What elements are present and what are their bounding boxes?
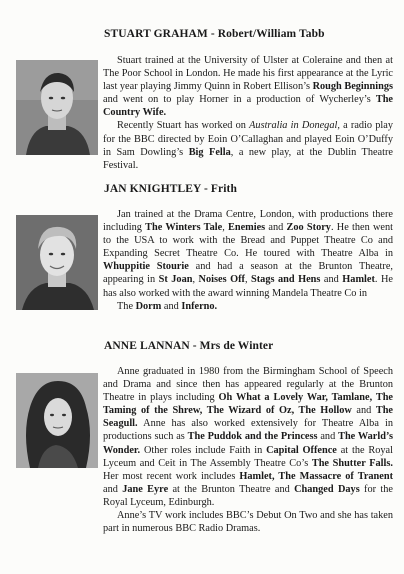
body-text: at the Brunton Theatre and — [168, 483, 295, 495]
title-text: Zoo Story — [286, 222, 331, 234]
title-text: Oh What a Lovely War, Tamlane, The Taming of the Shrew, The Wizard of Oz, The Hollow — [103, 392, 393, 417]
title-text: Inferno. — [181, 300, 218, 312]
body-text: and — [161, 300, 182, 312]
photo-jan-knightley — [16, 215, 98, 310]
title-text: The Winters Tale — [145, 222, 223, 234]
portrait-image — [16, 215, 98, 310]
title-text: Whuppitie Stourie — [103, 261, 189, 273]
body-text: Her most recent work includes — [103, 470, 240, 482]
body-text: , — [244, 274, 252, 286]
title-text: The Warld’s Wonder. — [103, 431, 393, 456]
body-text: a radio play for the BBC directed by Eoin O’Callaghan and played Eoin O’Duffy in Sam Dowling’s — [103, 120, 393, 158]
italic-text: Australia in Donegal, — [249, 120, 340, 132]
body-text: Recently Stuart has worked on — [117, 120, 250, 132]
body-text: . He has also worked with the award winning Mandela Theatre Co in — [103, 274, 393, 299]
title-text: Changed Days — [294, 483, 360, 495]
title-text: The Puddok and the Princess — [187, 431, 318, 443]
title-text: Capital Offence — [266, 444, 337, 456]
body-text: Other roles include Faith in — [140, 444, 267, 456]
bio-text-stuart-graham — [103, 54, 393, 172]
body-text: Anne has also worked extensively for Theatre Alba in productions such as — [103, 418, 393, 443]
body-text: . He then went to the USA to work with the Bread and Puppet Theatre Co and Expanding Secret Theatre Co. He toured with Theatre Alba in — [103, 222, 394, 260]
bio-paragraph — [103, 119, 393, 171]
body-text: and — [320, 274, 343, 286]
bio-heading-stuart-graham: STUART GRAHAM - Robert/William Tabb — [104, 28, 325, 40]
body-text: The — [117, 300, 136, 312]
title-text: Stags and Hens — [251, 274, 321, 286]
title-text: Enemies — [228, 222, 266, 234]
bio-text-jan-knightley — [103, 208, 393, 313]
body-text: Stuart trained at the University of Ulster at Coleraine and then at The Poor School in London. He made his first appearance at the Lyric last year playing Jimmy Quinn in Robert Ellison’s — [103, 55, 393, 93]
title-text: Jane Eyre — [122, 483, 169, 495]
body-text: and — [351, 405, 376, 417]
bio-text-anne-lannan — [103, 365, 393, 535]
title-text: Noises Off — [198, 274, 245, 286]
title-text: Big Fella — [188, 146, 231, 158]
body-text: Anne graduated in 1980 from the Birmingham School of Speech and Drama and since then has appeared regularly at the Brunton Theatre in plays including — [103, 366, 393, 404]
bio-paragraph — [103, 509, 393, 535]
body-text: , a new play, at the Dublin Theatre Festival. — [103, 146, 393, 171]
body-text: and — [265, 222, 287, 234]
body-text: , — [222, 222, 228, 234]
photo-anne-lannan — [16, 373, 98, 468]
title-text: Hamlet — [342, 274, 375, 286]
title-text: Rough Beginnings — [312, 81, 393, 93]
bio-heading-jan-knightley: JAN KNIGHTLEY - Frith — [104, 183, 237, 195]
title-text: St Joan — [158, 274, 193, 286]
body-text: for the Royal Lyceum, Edinburgh. — [103, 483, 393, 508]
bio-paragraph — [103, 300, 393, 313]
body-text: Anne’s TV work includes BBC’s Debut On Two and she has taken part in numerous BBC Radio Dramas. — [103, 510, 393, 535]
body-text: and went on to play Horner in a production of Wycherley’s — [103, 94, 376, 106]
title-text: The Country Wife. — [103, 94, 393, 119]
bio-heading-anne-lannan: ANNE LANNAN - Mrs de Winter — [104, 340, 274, 352]
title-text: The Shutter Falls. — [311, 457, 393, 469]
portrait-image — [16, 60, 98, 155]
bio-paragraph — [103, 365, 393, 509]
portrait-image — [16, 373, 98, 468]
bio-paragraph — [103, 54, 393, 119]
body-text: , — [192, 274, 199, 286]
body-text: and — [317, 431, 339, 443]
title-text: Hamlet, The Massacre of Tranent — [239, 470, 393, 482]
title-text: The Seagull. — [103, 405, 393, 430]
body-text: Jan trained at the Drama Centre, London, with productions there including — [103, 209, 393, 234]
title-text: Dorm — [135, 300, 162, 312]
body-text: at the Royal Lyceum and Ceit in The Assembly Theatre Co’s — [103, 444, 393, 469]
body-text: and had a season at the Brunton Theatre, appearing in — [103, 261, 393, 286]
bio-paragraph — [103, 208, 393, 300]
photo-stuart-graham — [16, 60, 98, 155]
body-text: and — [103, 483, 123, 495]
